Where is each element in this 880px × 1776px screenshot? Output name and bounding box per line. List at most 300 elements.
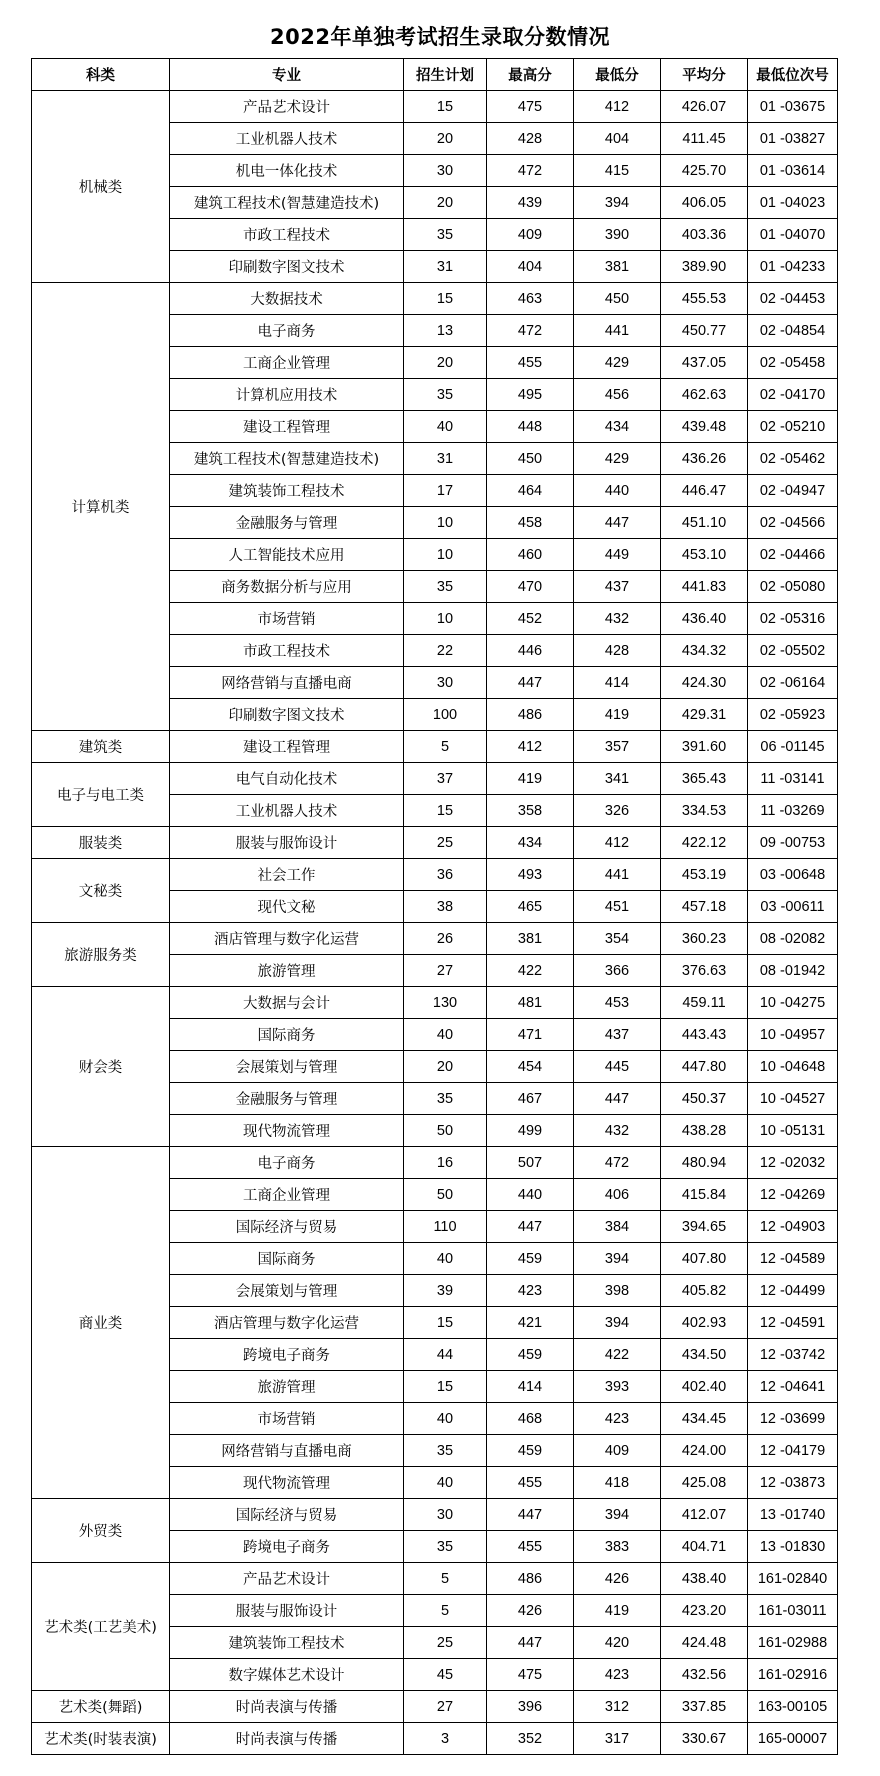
major-cell: 建设工程管理 — [170, 731, 404, 763]
min-rank-cell: 01 -04070 — [748, 219, 838, 251]
major-cell: 酒店管理与数字化运营 — [170, 923, 404, 955]
min-rank-cell: 01 -03614 — [748, 155, 838, 187]
table-row — [32, 1691, 838, 1723]
min-rank-cell: 12 -04499 — [748, 1275, 838, 1307]
min-score-cell: 447 — [574, 1083, 661, 1115]
major-cell: 跨境电子商务 — [170, 1531, 404, 1563]
plan-cell: 10 — [404, 507, 487, 539]
avg-score-cell: 389.90 — [661, 251, 748, 283]
avg-score-cell: 434.45 — [661, 1403, 748, 1435]
table-body — [32, 91, 838, 1755]
min-score-cell: 394 — [574, 187, 661, 219]
max-score-cell: 472 — [487, 155, 574, 187]
plan-cell: 15 — [404, 795, 487, 827]
major-cell: 金融服务与管理 — [170, 1083, 404, 1115]
min-rank-cell: 163-00105 — [748, 1691, 838, 1723]
avg-score-cell: 425.08 — [661, 1467, 748, 1499]
major-cell: 大数据技术 — [170, 283, 404, 315]
min-rank-cell: 13 -01740 — [748, 1499, 838, 1531]
avg-score-cell: 406.05 — [661, 187, 748, 219]
avg-score-cell: 438.28 — [661, 1115, 748, 1147]
plan-cell: 20 — [404, 187, 487, 219]
min-rank-cell: 12 -03699 — [748, 1403, 838, 1435]
avg-score-cell: 424.48 — [661, 1627, 748, 1659]
avg-score-cell: 437.05 — [661, 347, 748, 379]
min-rank-cell: 12 -03873 — [748, 1467, 838, 1499]
plan-cell: 35 — [404, 1083, 487, 1115]
major-cell: 工商企业管理 — [170, 1179, 404, 1211]
avg-score-cell: 334.53 — [661, 795, 748, 827]
max-score-cell: 464 — [487, 475, 574, 507]
min-score-cell: 419 — [574, 699, 661, 731]
min-score-cell: 423 — [574, 1403, 661, 1435]
avg-score-cell: 453.19 — [661, 859, 748, 891]
max-score-cell: 459 — [487, 1243, 574, 1275]
major-cell: 建设工程管理 — [170, 411, 404, 443]
table-row — [32, 1723, 838, 1755]
category-cell: 服装类 — [32, 827, 170, 859]
max-score-cell: 495 — [487, 379, 574, 411]
min-score-cell: 423 — [574, 1659, 661, 1691]
avg-score-cell: 412.07 — [661, 1499, 748, 1531]
max-score-cell: 499 — [487, 1115, 574, 1147]
min-score-cell: 384 — [574, 1211, 661, 1243]
major-cell: 酒店管理与数字化运营 — [170, 1307, 404, 1339]
avg-score-cell: 446.47 — [661, 475, 748, 507]
category-cell: 计算机类 — [32, 283, 170, 731]
min-score-cell: 409 — [574, 1435, 661, 1467]
min-score-cell: 429 — [574, 347, 661, 379]
min-score-cell: 414 — [574, 667, 661, 699]
avg-score-cell: 450.77 — [661, 315, 748, 347]
avg-score-cell: 422.12 — [661, 827, 748, 859]
avg-score-cell: 365.43 — [661, 763, 748, 795]
max-score-cell: 463 — [487, 283, 574, 315]
category-cell: 机械类 — [32, 91, 170, 283]
major-cell: 国际经济与贸易 — [170, 1211, 404, 1243]
avg-score-cell: 480.94 — [661, 1147, 748, 1179]
min-score-cell: 422 — [574, 1339, 661, 1371]
table-row — [32, 731, 838, 763]
min-rank-cell: 12 -04591 — [748, 1307, 838, 1339]
min-score-cell: 412 — [574, 827, 661, 859]
table-row — [32, 1147, 838, 1179]
avg-score-cell: 405.82 — [661, 1275, 748, 1307]
min-score-cell: 426 — [574, 1563, 661, 1595]
avg-score-cell: 450.37 — [661, 1083, 748, 1115]
min-score-cell: 366 — [574, 955, 661, 987]
min-rank-cell: 02 -04854 — [748, 315, 838, 347]
major-cell: 旅游管理 — [170, 1371, 404, 1403]
plan-cell: 36 — [404, 859, 487, 891]
min-score-cell: 390 — [574, 219, 661, 251]
min-rank-cell: 165-00007 — [748, 1723, 838, 1755]
category-cell: 旅游服务类 — [32, 923, 170, 987]
min-score-cell: 420 — [574, 1627, 661, 1659]
major-cell: 国际商务 — [170, 1243, 404, 1275]
avg-score-cell: 411.45 — [661, 123, 748, 155]
min-score-cell: 437 — [574, 571, 661, 603]
min-rank-cell: 02 -05316 — [748, 603, 838, 635]
max-score-cell: 475 — [487, 91, 574, 123]
table-row — [32, 1499, 838, 1531]
major-cell: 会展策划与管理 — [170, 1275, 404, 1307]
major-cell: 建筑装饰工程技术 — [170, 1627, 404, 1659]
max-score-cell: 446 — [487, 635, 574, 667]
avg-score-cell: 394.65 — [661, 1211, 748, 1243]
max-score-cell: 465 — [487, 891, 574, 923]
major-cell: 人工智能技术应用 — [170, 539, 404, 571]
min-rank-cell: 02 -04466 — [748, 539, 838, 571]
major-cell: 市场营销 — [170, 603, 404, 635]
plan-cell: 40 — [404, 1467, 487, 1499]
min-rank-cell: 161-02840 — [748, 1563, 838, 1595]
max-score-cell: 419 — [487, 763, 574, 795]
min-score-cell: 445 — [574, 1051, 661, 1083]
major-cell: 时尚表演与传播 — [170, 1691, 404, 1723]
max-score-cell: 481 — [487, 987, 574, 1019]
category-cell: 商业类 — [32, 1147, 170, 1499]
major-cell: 工商企业管理 — [170, 347, 404, 379]
max-score-cell: 426 — [487, 1595, 574, 1627]
min-score-cell: 394 — [574, 1499, 661, 1531]
avg-score-cell: 337.85 — [661, 1691, 748, 1723]
major-cell: 时尚表演与传播 — [170, 1723, 404, 1755]
plan-cell: 5 — [404, 731, 487, 763]
avg-score-cell: 436.40 — [661, 603, 748, 635]
plan-cell: 5 — [404, 1595, 487, 1627]
category-cell: 外贸类 — [32, 1499, 170, 1563]
avg-score-cell: 330.67 — [661, 1723, 748, 1755]
avg-score-cell: 462.63 — [661, 379, 748, 411]
min-rank-cell: 02 -05462 — [748, 443, 838, 475]
header-avg-score: 平均分 — [661, 59, 748, 91]
table-row — [32, 987, 838, 1019]
major-cell: 市政工程技术 — [170, 219, 404, 251]
major-cell: 国际商务 — [170, 1019, 404, 1051]
table-row — [32, 1563, 838, 1595]
min-rank-cell: 06 -01145 — [748, 731, 838, 763]
major-cell: 电子商务 — [170, 315, 404, 347]
plan-cell: 16 — [404, 1147, 487, 1179]
major-cell: 现代文秘 — [170, 891, 404, 923]
avg-score-cell: 457.18 — [661, 891, 748, 923]
major-cell: 现代物流管理 — [170, 1467, 404, 1499]
max-score-cell: 422 — [487, 955, 574, 987]
min-rank-cell: 10 -04275 — [748, 987, 838, 1019]
major-cell: 社会工作 — [170, 859, 404, 891]
avg-score-cell: 432.56 — [661, 1659, 748, 1691]
min-rank-cell: 02 -04566 — [748, 507, 838, 539]
major-cell: 电子商务 — [170, 1147, 404, 1179]
min-score-cell: 418 — [574, 1467, 661, 1499]
avg-score-cell: 426.07 — [661, 91, 748, 123]
max-score-cell: 468 — [487, 1403, 574, 1435]
plan-cell: 13 — [404, 315, 487, 347]
plan-cell: 27 — [404, 955, 487, 987]
plan-cell: 25 — [404, 827, 487, 859]
min-score-cell: 312 — [574, 1691, 661, 1723]
min-score-cell: 450 — [574, 283, 661, 315]
major-cell: 建筑装饰工程技术 — [170, 475, 404, 507]
max-score-cell: 409 — [487, 219, 574, 251]
min-score-cell: 441 — [574, 315, 661, 347]
min-score-cell: 432 — [574, 603, 661, 635]
plan-cell: 50 — [404, 1179, 487, 1211]
min-score-cell: 393 — [574, 1371, 661, 1403]
min-score-cell: 317 — [574, 1723, 661, 1755]
plan-cell: 5 — [404, 1563, 487, 1595]
max-score-cell: 458 — [487, 507, 574, 539]
plan-cell: 30 — [404, 1499, 487, 1531]
min-score-cell: 453 — [574, 987, 661, 1019]
max-score-cell: 459 — [487, 1435, 574, 1467]
max-score-cell: 352 — [487, 1723, 574, 1755]
max-score-cell: 447 — [487, 1499, 574, 1531]
max-score-cell: 447 — [487, 1627, 574, 1659]
min-rank-cell: 02 -04170 — [748, 379, 838, 411]
min-rank-cell: 12 -04903 — [748, 1211, 838, 1243]
avg-score-cell: 423.20 — [661, 1595, 748, 1627]
plan-cell: 30 — [404, 155, 487, 187]
max-score-cell: 450 — [487, 443, 574, 475]
min-score-cell: 398 — [574, 1275, 661, 1307]
major-cell: 工业机器人技术 — [170, 795, 404, 827]
major-cell: 网络营销与直播电商 — [170, 1435, 404, 1467]
plan-cell: 37 — [404, 763, 487, 795]
max-score-cell: 412 — [487, 731, 574, 763]
min-score-cell: 357 — [574, 731, 661, 763]
plan-cell: 40 — [404, 1403, 487, 1435]
max-score-cell: 447 — [487, 1211, 574, 1243]
category-cell: 艺术类(时装表演) — [32, 1723, 170, 1755]
table-row — [32, 763, 838, 795]
min-rank-cell: 12 -04641 — [748, 1371, 838, 1403]
major-cell: 会展策划与管理 — [170, 1051, 404, 1083]
min-rank-cell: 11 -03141 — [748, 763, 838, 795]
avg-score-cell: 453.10 — [661, 539, 748, 571]
plan-cell: 40 — [404, 1019, 487, 1051]
plan-cell: 3 — [404, 1723, 487, 1755]
avg-score-cell: 376.63 — [661, 955, 748, 987]
min-score-cell: 434 — [574, 411, 661, 443]
min-rank-cell: 02 -05923 — [748, 699, 838, 731]
plan-cell: 22 — [404, 635, 487, 667]
max-score-cell: 455 — [487, 1467, 574, 1499]
min-score-cell: 428 — [574, 635, 661, 667]
plan-cell: 45 — [404, 1659, 487, 1691]
min-rank-cell: 02 -06164 — [748, 667, 838, 699]
avg-score-cell: 425.70 — [661, 155, 748, 187]
plan-cell: 20 — [404, 347, 487, 379]
min-rank-cell: 12 -04589 — [748, 1243, 838, 1275]
major-cell: 跨境电子商务 — [170, 1339, 404, 1371]
max-score-cell: 455 — [487, 347, 574, 379]
max-score-cell: 493 — [487, 859, 574, 891]
major-cell: 建筑工程技术(智慧建造技术) — [170, 187, 404, 219]
plan-cell: 35 — [404, 219, 487, 251]
min-rank-cell: 12 -03742 — [748, 1339, 838, 1371]
major-cell: 建筑工程技术(智慧建造技术) — [170, 443, 404, 475]
avg-score-cell: 436.26 — [661, 443, 748, 475]
max-score-cell: 470 — [487, 571, 574, 603]
max-score-cell: 460 — [487, 539, 574, 571]
major-cell: 网络营销与直播电商 — [170, 667, 404, 699]
avg-score-cell: 434.32 — [661, 635, 748, 667]
max-score-cell: 434 — [487, 827, 574, 859]
avg-score-cell: 439.48 — [661, 411, 748, 443]
plan-cell: 39 — [404, 1275, 487, 1307]
min-score-cell: 406 — [574, 1179, 661, 1211]
header-plan: 招生计划 — [404, 59, 487, 91]
major-cell: 工业机器人技术 — [170, 123, 404, 155]
major-cell: 国际经济与贸易 — [170, 1499, 404, 1531]
plan-cell: 110 — [404, 1211, 487, 1243]
max-score-cell: 421 — [487, 1307, 574, 1339]
major-cell: 服装与服饰设计 — [170, 827, 404, 859]
avg-score-cell: 403.36 — [661, 219, 748, 251]
min-score-cell: 472 — [574, 1147, 661, 1179]
min-score-cell: 394 — [574, 1307, 661, 1339]
plan-cell: 40 — [404, 411, 487, 443]
plan-cell: 35 — [404, 1531, 487, 1563]
min-score-cell: 383 — [574, 1531, 661, 1563]
plan-cell: 31 — [404, 251, 487, 283]
min-score-cell: 441 — [574, 859, 661, 891]
min-rank-cell: 12 -04179 — [748, 1435, 838, 1467]
max-score-cell: 381 — [487, 923, 574, 955]
major-cell: 市场营销 — [170, 1403, 404, 1435]
max-score-cell: 467 — [487, 1083, 574, 1115]
avg-score-cell: 404.71 — [661, 1531, 748, 1563]
avg-score-cell: 424.00 — [661, 1435, 748, 1467]
max-score-cell: 440 — [487, 1179, 574, 1211]
min-rank-cell: 12 -04269 — [748, 1179, 838, 1211]
avg-score-cell: 402.40 — [661, 1371, 748, 1403]
major-cell: 大数据与会计 — [170, 987, 404, 1019]
header-major: 专业 — [170, 59, 404, 91]
min-rank-cell: 10 -05131 — [748, 1115, 838, 1147]
min-score-cell: 412 — [574, 91, 661, 123]
major-cell: 市政工程技术 — [170, 635, 404, 667]
min-rank-cell: 11 -03269 — [748, 795, 838, 827]
min-score-cell: 432 — [574, 1115, 661, 1147]
min-score-cell: 404 — [574, 123, 661, 155]
plan-cell: 15 — [404, 1371, 487, 1403]
min-rank-cell: 09 -00753 — [748, 827, 838, 859]
avg-score-cell: 360.23 — [661, 923, 748, 955]
min-rank-cell: 03 -00648 — [748, 859, 838, 891]
plan-cell: 35 — [404, 571, 487, 603]
max-score-cell: 447 — [487, 667, 574, 699]
category-cell: 财会类 — [32, 987, 170, 1147]
plan-cell: 40 — [404, 1243, 487, 1275]
min-rank-cell: 01 -04233 — [748, 251, 838, 283]
min-rank-cell: 10 -04648 — [748, 1051, 838, 1083]
table-row — [32, 859, 838, 891]
min-rank-cell: 161-02988 — [748, 1627, 838, 1659]
plan-cell: 17 — [404, 475, 487, 507]
min-score-cell: 354 — [574, 923, 661, 955]
page-title: 2022年单独考试招生录取分数情况 — [270, 25, 610, 49]
min-score-cell: 437 — [574, 1019, 661, 1051]
plan-cell: 10 — [404, 603, 487, 635]
min-score-cell: 447 — [574, 507, 661, 539]
plan-cell: 10 — [404, 539, 487, 571]
major-cell: 金融服务与管理 — [170, 507, 404, 539]
min-score-cell: 449 — [574, 539, 661, 571]
min-rank-cell: 12 -02032 — [748, 1147, 838, 1179]
min-rank-cell: 10 -04527 — [748, 1083, 838, 1115]
header-max-score: 最高分 — [487, 59, 574, 91]
avg-score-cell: 424.30 — [661, 667, 748, 699]
plan-cell: 25 — [404, 1627, 487, 1659]
min-rank-cell: 13 -01830 — [748, 1531, 838, 1563]
min-score-cell: 394 — [574, 1243, 661, 1275]
major-cell: 商务数据分析与应用 — [170, 571, 404, 603]
min-rank-cell: 03 -00611 — [748, 891, 838, 923]
max-score-cell: 454 — [487, 1051, 574, 1083]
max-score-cell: 455 — [487, 1531, 574, 1563]
table-row — [32, 827, 838, 859]
category-cell: 文秘类 — [32, 859, 170, 923]
avg-score-cell: 391.60 — [661, 731, 748, 763]
plan-cell: 27 — [404, 1691, 487, 1723]
category-cell: 艺术类(工艺美术) — [32, 1563, 170, 1691]
max-score-cell: 414 — [487, 1371, 574, 1403]
plan-cell: 130 — [404, 987, 487, 1019]
table-header-row — [32, 59, 838, 91]
avg-score-cell: 455.53 — [661, 283, 748, 315]
min-rank-cell: 08 -01942 — [748, 955, 838, 987]
table-row — [32, 923, 838, 955]
min-score-cell: 429 — [574, 443, 661, 475]
plan-cell: 44 — [404, 1339, 487, 1371]
plan-cell: 15 — [404, 1307, 487, 1339]
major-cell: 旅游管理 — [170, 955, 404, 987]
min-rank-cell: 01 -03827 — [748, 123, 838, 155]
table-row — [32, 91, 838, 123]
header-min-score: 最低分 — [574, 59, 661, 91]
avg-score-cell: 441.83 — [661, 571, 748, 603]
max-score-cell: 507 — [487, 1147, 574, 1179]
max-score-cell: 486 — [487, 699, 574, 731]
plan-cell: 20 — [404, 1051, 487, 1083]
major-cell: 产品艺术设计 — [170, 1563, 404, 1595]
category-cell: 电子与电工类 — [32, 763, 170, 827]
min-score-cell: 456 — [574, 379, 661, 411]
max-score-cell: 475 — [487, 1659, 574, 1691]
min-score-cell: 326 — [574, 795, 661, 827]
max-score-cell: 396 — [487, 1691, 574, 1723]
avg-score-cell: 434.50 — [661, 1339, 748, 1371]
min-rank-cell: 08 -02082 — [748, 923, 838, 955]
major-cell: 现代物流管理 — [170, 1115, 404, 1147]
major-cell: 印刷数字图文技术 — [170, 699, 404, 731]
min-rank-cell: 161-02916 — [748, 1659, 838, 1691]
avg-score-cell: 438.40 — [661, 1563, 748, 1595]
category-cell: 建筑类 — [32, 731, 170, 763]
avg-score-cell: 459.11 — [661, 987, 748, 1019]
plan-cell: 15 — [404, 283, 487, 315]
plan-cell: 20 — [404, 123, 487, 155]
major-cell: 机电一体化技术 — [170, 155, 404, 187]
header-min-rank: 最低位次号 — [748, 59, 838, 91]
min-score-cell: 419 — [574, 1595, 661, 1627]
admission-score-table — [31, 58, 838, 1755]
min-rank-cell: 10 -04957 — [748, 1019, 838, 1051]
max-score-cell: 448 — [487, 411, 574, 443]
